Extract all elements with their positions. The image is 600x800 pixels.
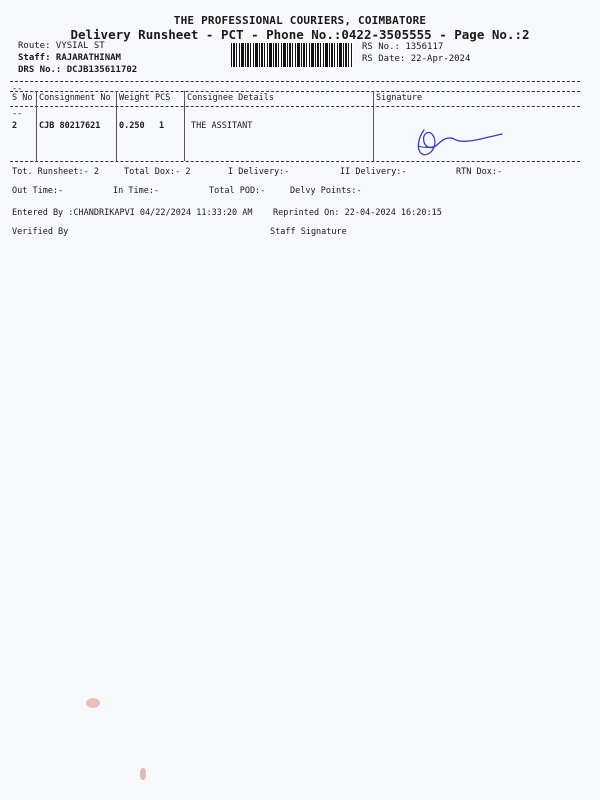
col-header-consignee: Consignee Details — [187, 93, 274, 103]
rs-date: RS Date: 22-Apr-2024 — [362, 54, 471, 64]
row-weight: 0.250 — [119, 121, 145, 131]
col-header-sno: S No — [12, 93, 33, 103]
divider-line — [10, 161, 580, 162]
company-title: THE PROFESSIONAL COURIERS, COIMBATORE — [173, 14, 427, 27]
delvy-points: Delvy Points:- — [290, 186, 362, 196]
dash-marker: -- — [12, 84, 23, 94]
paper-stain — [86, 698, 100, 708]
in-time: In Time:- — [113, 186, 160, 196]
barcode-icon — [231, 43, 353, 67]
col-header-signature: Signature — [376, 93, 423, 103]
col-header-weight: Weight — [119, 93, 150, 103]
verified-by: Verified By — [12, 227, 69, 237]
column-divider — [184, 91, 185, 161]
dash-marker: -- — [12, 109, 23, 119]
column-divider — [373, 91, 374, 161]
tot-runsheet: Tot. Runsheet:- 2 — [12, 167, 99, 177]
i-delivery: I Delivery:- — [228, 167, 290, 177]
handwritten-signature — [410, 124, 510, 160]
paper-stain — [140, 768, 146, 780]
rs-number: RS No.: 1356117 — [362, 42, 444, 52]
route-label: Route: VYSIAL ST — [18, 41, 105, 51]
col-header-pcs: PCS — [155, 93, 171, 103]
row-pcs: 1 — [159, 121, 165, 131]
out-time: Out Time:- — [12, 186, 64, 196]
ii-delivery: II Delivery:- — [340, 167, 407, 177]
staff-signature: Staff Signature — [270, 227, 347, 237]
divider-line — [10, 81, 580, 82]
reprinted-on: Reprinted On: 22-04-2024 16:20:15 — [273, 208, 442, 218]
column-divider — [36, 91, 37, 161]
divider-line — [10, 91, 580, 92]
row-consignment-no: CJB 80217621 — [39, 121, 101, 131]
col-header-consignment: Consignment No — [39, 93, 111, 103]
runsheet-title: Delivery Runsheet - PCT - Phone No.:0422-3505555 - Page No.:2 — [70, 27, 530, 42]
column-divider — [116, 91, 117, 161]
row-sno: 2 — [12, 121, 18, 131]
drs-number: DRS No.: DCJB135611702 — [18, 65, 138, 75]
staff-label: Staff: RAJARATHINAM — [18, 53, 121, 63]
entered-by: Entered By :CHANDRIKAPVI 04/22/2024 11:33:20 AM — [12, 208, 253, 218]
total-dox: Total Dox:- 2 — [124, 167, 191, 177]
total-pod: Total POD:- — [209, 186, 266, 196]
rtn-dox: RTN Dox:- — [456, 167, 503, 177]
row-consignee: THE ASSITANT — [191, 121, 253, 131]
divider-line — [10, 106, 580, 107]
